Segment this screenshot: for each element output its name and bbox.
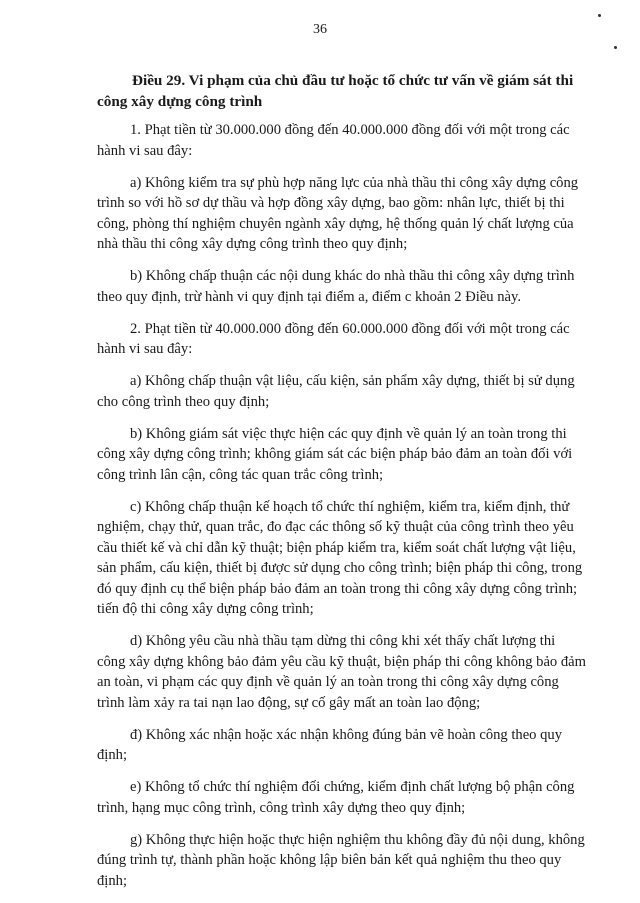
clause-2-point-d: d) Không yêu cầu nhà thầu tạm dừng thi công khi xét thấy chất lượng thi công xây dựng không bảo đảm yêu cầu kỹ thuật, biện pháp thi công không bảo đảm an toàn, vi phạm các quy định về quản lý an toàn trong thi công xây dựng công trình làm xảy ra tai nạn lao động, sự cố gây mất an toàn lao động; [97, 633, 586, 711]
clause-1-point-b: b) Không chấp thuận các nội dung khác do nhà thầu thi công xây dựng trình theo quy định, trừ hành vi quy định tại điểm a, điểm c khoản 2 Điều này. [97, 268, 575, 305]
clause-2-point-c: c) Không chấp thuận kế hoạch tổ chức thí nghiệm, kiểm tra, kiểm định, thử nghiệm, chạy thử, quan trắc, đo đạc các thông số kỹ thuật của công trình theo yêu cầu thiết kế và chỉ dẫn kỹ thuật; biện pháp kiểm tra, kiểm soát chất lượng vật liệu, sản phẩm, cấu kiện, thiết bị được sử dụng cho công trình; biện pháp thi công, trong đó quy định cụ thể biện pháp bảo đảm an toàn trong thi công xây dựng công trình; tiến độ thi công xây dựng công trình; [97, 498, 583, 617]
clause-2-point-g: g) Không thực hiện hoặc thực hiện nghiệm thu không đầy đủ nội dung, không đúng trình tự, thành phần hoặc không lập biên bản kết quả nghiệm thu theo quy định; [97, 831, 585, 889]
clause-2: 2. Phạt tiền từ 40.000.000 đồng đến 60.000.000 đồng đối với một trong các hành vi sau đây: [97, 320, 570, 357]
article-heading: Điều 29. Vi phạm của chủ đầu tư hoặc tổ chức tư vấn về giám sát thi công xây dựng công trình [97, 72, 574, 110]
clause-2-point-e: e) Không tổ chức thí nghiệm đối chứng, kiểm định chất lượng bộ phận công trình, hạng mục công trình, công trình xây dựng theo quy định; [97, 779, 575, 816]
clause-2-point-b: b) Không giám sát việc thực hiện các quy định về quản lý an toàn trong thi công xây dựng công trình; không giám sát các biện pháp bảo đảm an toàn đối với công trình lân cận, công tác quan trắc công trình; [97, 425, 573, 483]
clause-1: 1. Phạt tiền từ 30.000.000 đồng đến 40.000.000 đồng đối với một trong các hành vi sau đây: [97, 122, 570, 159]
clause-2-point-dd: đ) Không xác nhận hoặc xác nhận không đúng bản vẽ hoàn công theo quy định; [97, 726, 563, 763]
scan-speck [598, 14, 601, 17]
article-body [97, 120, 587, 903]
page-number: 36 [313, 22, 327, 37]
clause-1-point-a: a) Không kiểm tra sự phù hợp năng lực của nhà thầu thi công xây dựng công trình so với hồ sơ dự thầu và hợp đồng xây dựng, bao gồm: nhân lực, thiết bị thi công, phòng thí nghiệm chuyên ngành xây dựng, hệ thống quản lý chất lượng của nhà thầu thi công xây dựng công trình theo quy định; [97, 174, 579, 252]
scan-speck [614, 46, 617, 49]
clause-2-point-a: a) Không chấp thuận vật liệu, cấu kiện, sản phẩm xây dựng, thiết bị sử dụng cho công trình theo quy định; [97, 373, 575, 410]
